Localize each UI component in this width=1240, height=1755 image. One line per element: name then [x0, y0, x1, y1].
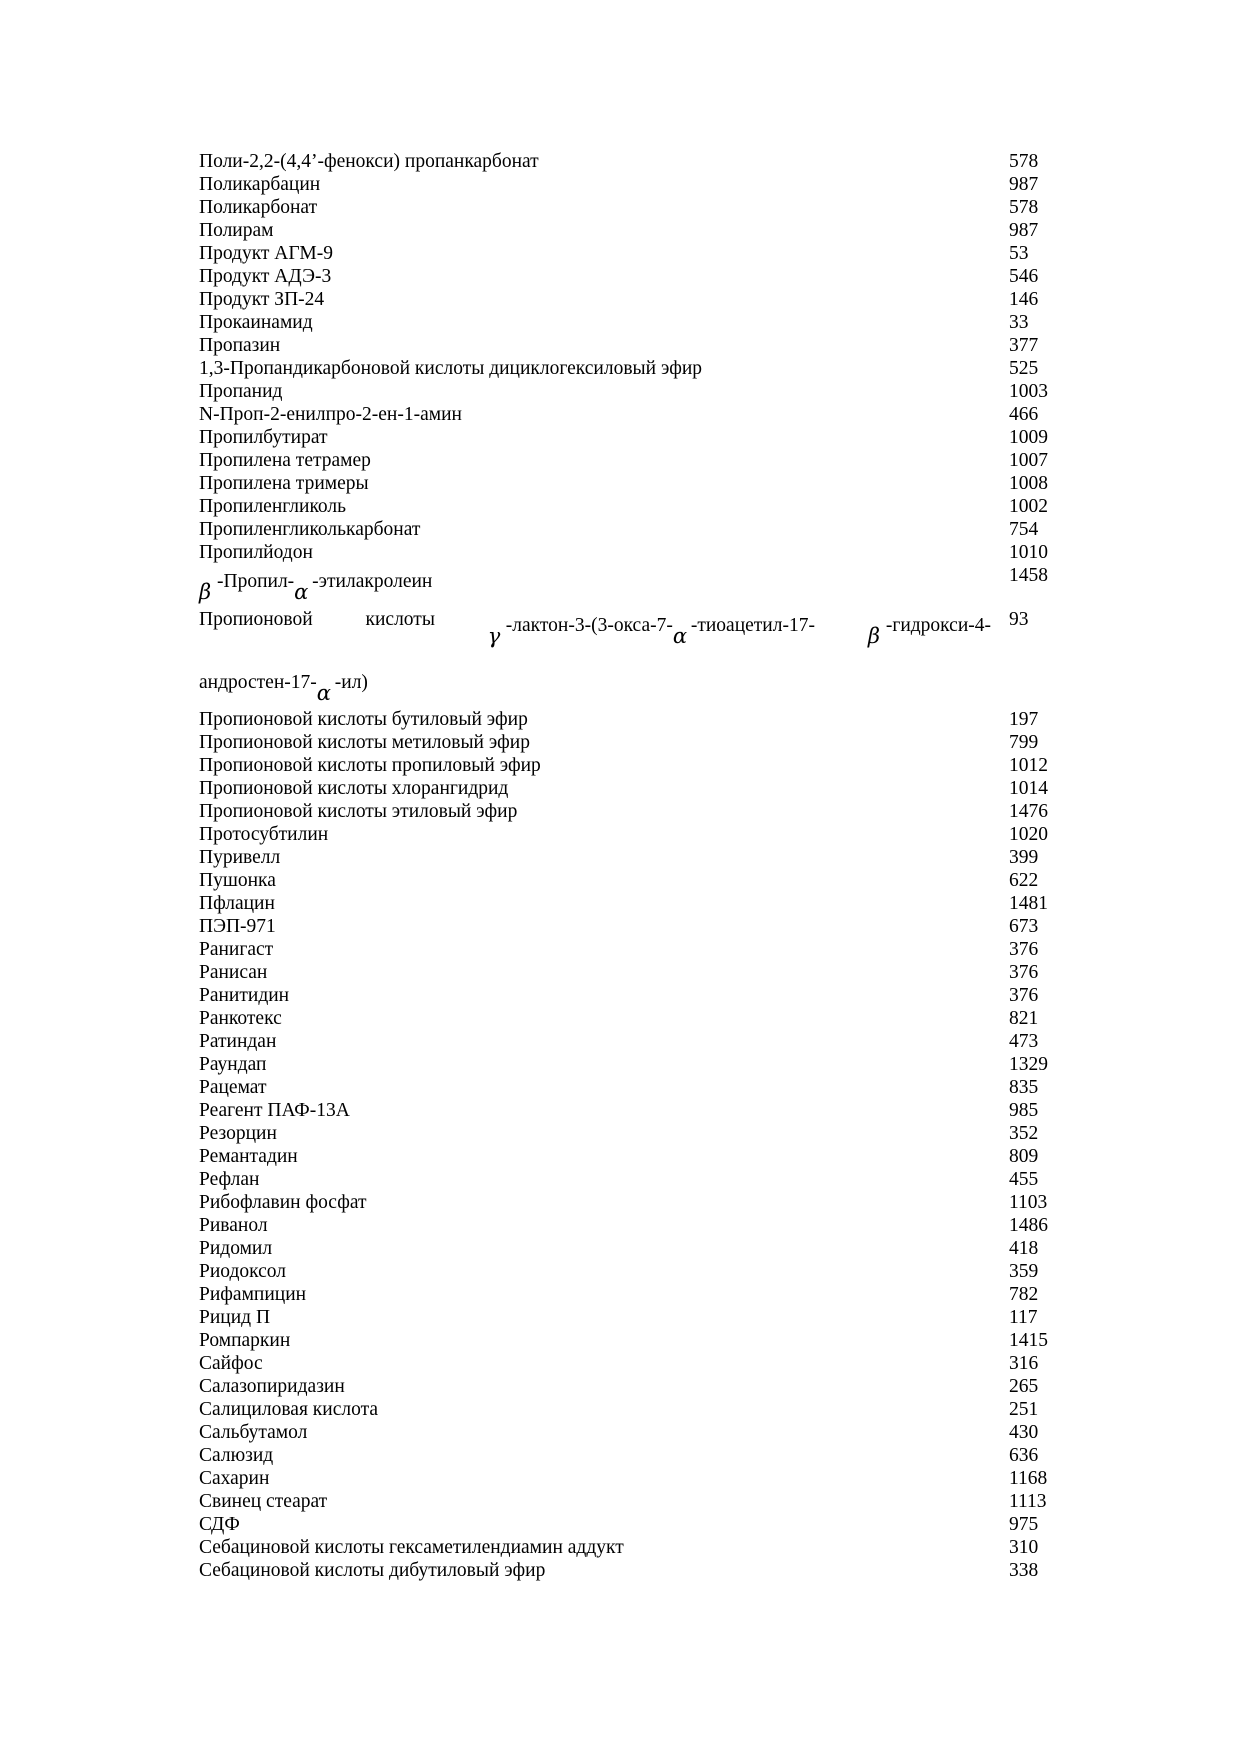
index-entry-name: Сайфос	[199, 1353, 263, 1374]
index-entry-name: Пропилйодон	[199, 542, 313, 563]
index-row	[199, 1214, 1069, 1237]
index-row	[199, 1191, 1069, 1214]
index-entry-name: Протосубтилин	[199, 824, 329, 845]
index-row	[199, 754, 1069, 777]
index-entry-page: 1007	[1009, 450, 1048, 471]
index-row	[199, 1467, 1069, 1490]
index-row	[199, 150, 1069, 173]
index-row	[199, 403, 1069, 426]
index-entry-page: 399	[1009, 847, 1039, 868]
index-entry-name: Раундап	[199, 1054, 267, 1075]
index-entry-page: 1014	[1009, 778, 1048, 799]
index-entry-name: Поликарбонат	[199, 197, 318, 218]
index-entry-name: Реагент ПАФ-13А	[199, 1100, 350, 1121]
index-entry-page: 251	[1009, 1399, 1039, 1420]
index-row	[199, 334, 1069, 357]
index-row	[199, 311, 1069, 334]
index-row	[199, 731, 1069, 754]
index-entry-name: Себациновой кислоты гексаметилендиамин аддукт	[199, 1537, 624, 1558]
index-entry-name	[199, 564, 1009, 608]
index-row	[199, 1076, 1069, 1099]
index-entry-page: 821	[1009, 1008, 1039, 1029]
index-entry-name: Пропилена тетрамер	[199, 450, 371, 471]
index-entry-page: 33	[1009, 312, 1029, 333]
name-part: β -гидрокси-4-	[868, 608, 991, 637]
index-entry-name: Салюзид	[199, 1445, 274, 1466]
index-entry-page: 310	[1009, 1537, 1039, 1558]
alpha-symbol: α	[316, 681, 331, 705]
index-entry-page: 578	[1009, 197, 1039, 218]
index-entry-page: 376	[1009, 962, 1039, 983]
name-line-2: андростен-17- α -ил)	[199, 665, 1009, 694]
alpha-symbol: α	[294, 580, 309, 604]
index-entry-page: 525	[1009, 358, 1039, 379]
index-entry-page: 673	[1009, 916, 1039, 937]
name-line-1	[199, 608, 991, 648]
index-entry-name: Ранисан	[199, 962, 268, 983]
index-entry-page: 473	[1009, 1031, 1039, 1052]
index-entry-name: Рацемат	[199, 1077, 267, 1098]
index-row	[199, 1398, 1069, 1421]
index-entry-name: Продукт АГМ-9	[199, 243, 333, 264]
index-row	[199, 1421, 1069, 1444]
index-entry-page: 987	[1009, 220, 1039, 241]
index-row	[199, 219, 1069, 242]
index-entries-after	[199, 708, 1069, 1582]
index-entry-page: 799	[1009, 732, 1039, 753]
index-row	[199, 1053, 1069, 1076]
index-entry-page: 359	[1009, 1261, 1039, 1282]
index-row	[199, 426, 1069, 449]
index-entry-name: Себациновой кислоты дибутиловый эфир	[199, 1560, 546, 1581]
index-entry-page: 1010	[1009, 542, 1048, 563]
index-entry-name: Пропилена тримеры	[199, 473, 369, 494]
index-entry-name: Пуривелл	[199, 847, 281, 868]
index-entry-page: 622	[1009, 870, 1039, 891]
index-row	[199, 242, 1069, 265]
index-entry-page: 1113	[1009, 1491, 1047, 1512]
index-entry-page: 466	[1009, 404, 1039, 425]
alpha-symbol: α	[672, 624, 688, 648]
index-row	[199, 892, 1069, 915]
index-entry-name: Пропилбутират	[199, 427, 328, 448]
index-row	[199, 1513, 1069, 1536]
index-entry-page: 636	[1009, 1445, 1039, 1466]
index-entry-name: Салазопиридазин	[199, 1376, 345, 1397]
index-entry-name: Пропиленгликоль	[199, 496, 347, 517]
name-part: кислоты	[365, 609, 435, 630]
index-entry-name: ПЭП-971	[199, 916, 276, 937]
index-row	[199, 1444, 1069, 1467]
index-entry-name: Ремантадин	[199, 1146, 298, 1167]
index-entry-name: Рефлан	[199, 1169, 260, 1190]
index-entry-page: 546	[1009, 266, 1039, 287]
index-entry-name: Продукт ЗП-24	[199, 289, 325, 310]
index-row	[199, 472, 1069, 495]
index-row	[199, 518, 1069, 541]
index-entry-page: 754	[1009, 519, 1039, 540]
index-row	[199, 541, 1069, 564]
index-row	[199, 938, 1069, 961]
beta-symbol: β	[867, 624, 880, 648]
index-row	[199, 1145, 1069, 1168]
index-entry-name: Поли-2,2-(4,4’-фенокси) пропанкарбонат	[199, 151, 539, 172]
index-entry-name: Пропионовой кислоты хлорангидрид	[199, 778, 509, 799]
index-entry-page: 53	[1009, 243, 1029, 264]
index-row	[199, 495, 1069, 518]
index-entry-name: Прокаинамид	[199, 312, 313, 333]
index-entry-name: 1,3-Пропандикарбоновой кислоты дициклогексиловый эфир	[199, 358, 703, 379]
index-entry-name: Пфлацин	[199, 893, 275, 914]
index-entry-name: Резорцин	[199, 1123, 277, 1144]
index-row	[199, 1490, 1069, 1513]
index-row	[199, 380, 1069, 403]
index-entry-name: Поликарбацин	[199, 174, 321, 195]
name-part: -Пропил-	[217, 571, 295, 592]
index-row	[199, 265, 1069, 288]
index-row	[199, 1306, 1069, 1329]
index-entry-page: 197	[1009, 709, 1039, 730]
index-row	[199, 869, 1069, 892]
name-part: Пропионовой	[199, 609, 313, 630]
beta-symbol: β	[199, 580, 212, 604]
index-entry-page: 985	[1009, 1100, 1039, 1121]
index-entry-name: Риванол	[199, 1215, 268, 1236]
index-entry-page: 1476	[1009, 801, 1048, 822]
index-row	[199, 1099, 1069, 1122]
index-entry-page: 376	[1009, 985, 1039, 1006]
index-entry-page: 1103	[1009, 1192, 1048, 1213]
index-entry-page: 338	[1009, 1560, 1039, 1581]
index-entry-page: 316	[1009, 1353, 1039, 1374]
index-entry-page: 1003	[1009, 381, 1048, 402]
index-entry-name: Пропазин	[199, 335, 281, 356]
index-entry-name: Пропионовой кислоты пропиловый эфир	[199, 755, 541, 776]
index-row	[199, 1283, 1069, 1306]
index-entry-name: Пушонка	[199, 870, 276, 891]
index-entry-name: Ранкотекс	[199, 1008, 282, 1029]
index-entry-name: Пропанид	[199, 381, 283, 402]
index-row	[199, 564, 1069, 608]
index-entry-page: 1008	[1009, 473, 1048, 494]
index-entry-special-1-group	[199, 564, 1069, 708]
index-entry-page: 1486	[1009, 1215, 1048, 1236]
index-entry-page: 265	[1009, 1376, 1039, 1397]
index-row	[199, 777, 1069, 800]
index-entry-page: 578	[1009, 151, 1039, 172]
index-entry-page: 93	[1009, 609, 1029, 630]
index-entry-page: 352	[1009, 1123, 1039, 1144]
index-row	[199, 984, 1069, 1007]
index-row	[199, 1237, 1069, 1260]
index-entry-name: Риодоксол	[199, 1261, 287, 1282]
index-entry-name: Ридомил	[199, 1238, 273, 1259]
index-entry-page: 376	[1009, 939, 1039, 960]
index-entry-page: 1481	[1009, 893, 1048, 914]
index-row	[199, 1168, 1069, 1191]
index-row	[199, 449, 1069, 472]
index-entry-page: 1168	[1009, 1468, 1048, 1489]
index-entry-page: 117	[1009, 1307, 1038, 1328]
index-entry-name: СДФ	[199, 1514, 240, 1535]
index-entry-name: Салициловая кислота	[199, 1399, 379, 1420]
name-part: -этилакролеин	[312, 571, 433, 592]
index-entry-page: 1020	[1009, 824, 1048, 845]
name-part: γ -лактон-3-(3-окса-7- α -тиоацетил-17-	[488, 608, 815, 637]
index-entry-page: 1009	[1009, 427, 1048, 448]
index-row	[199, 1375, 1069, 1398]
index-entry-name: Сальбутамол	[199, 1422, 308, 1443]
index-entry-page: 1002	[1009, 496, 1048, 517]
index-row	[199, 288, 1069, 311]
index-entry-name: Свинец стеарат	[199, 1491, 328, 1512]
index-entry-name: Пропионовой кислоты этиловый эфир	[199, 801, 518, 822]
index-entry-page: 430	[1009, 1422, 1039, 1443]
index-table	[199, 150, 1069, 1582]
index-entry-page: 1458	[1009, 565, 1048, 586]
index-entry-name: Продукт АДЭ-3	[199, 266, 332, 287]
index-entry-name: Ранигаст	[199, 939, 274, 960]
index-entry-name: Рифампицин	[199, 1284, 307, 1305]
index-row	[199, 961, 1069, 984]
index-row	[199, 1329, 1069, 1352]
index-row	[199, 1007, 1069, 1030]
index-entry-page: 1415	[1009, 1330, 1048, 1351]
index-row	[199, 608, 1069, 708]
index-entry-name	[199, 608, 1009, 708]
index-row	[199, 800, 1069, 823]
index-entries-before	[199, 150, 1069, 564]
index-row	[199, 708, 1069, 731]
index-entry-page: 835	[1009, 1077, 1039, 1098]
index-entry-page: 146	[1009, 289, 1039, 310]
index-entry-page: 1329	[1009, 1054, 1048, 1075]
index-entry-page: 377	[1009, 335, 1039, 356]
index-row	[199, 1559, 1069, 1582]
index-entry-page: 1012	[1009, 755, 1048, 776]
index-entry-page: 455	[1009, 1169, 1039, 1190]
index-entry-page: 975	[1009, 1514, 1039, 1535]
index-entry-name: Полирам	[199, 220, 274, 241]
index-entry-page: 809	[1009, 1146, 1039, 1167]
index-entry-name: Рицид П	[199, 1307, 271, 1328]
index-entry-name: Ранитидин	[199, 985, 290, 1006]
index-entry-name: Пропионовой кислоты бутиловый эфир	[199, 709, 528, 730]
index-row	[199, 915, 1069, 938]
index-entry-name: Пропионовой кислоты метиловый эфир	[199, 732, 530, 753]
index-row	[199, 357, 1069, 380]
index-entry-name: N-Проп-2-енилпро-2-ен-1-амин	[199, 404, 462, 425]
index-row	[199, 1030, 1069, 1053]
index-entry-name: Пропиленгликолькарбонат	[199, 519, 421, 540]
index-row	[199, 1536, 1069, 1559]
gamma-symbol: γ	[487, 624, 501, 648]
index-entry-name: Сахарин	[199, 1468, 270, 1489]
index-entry-name: Ромпаркин	[199, 1330, 291, 1351]
index-row	[199, 846, 1069, 869]
index-row	[199, 1122, 1069, 1145]
index-row	[199, 173, 1069, 196]
index-entry-name: Рибофлавин фосфат	[199, 1192, 367, 1213]
index-entry-page: 987	[1009, 174, 1039, 195]
index-entry-page: 782	[1009, 1284, 1039, 1305]
index-entry-name: Ратиндан	[199, 1031, 277, 1052]
index-row	[199, 1260, 1069, 1283]
index-row	[199, 823, 1069, 846]
index-row	[199, 196, 1069, 219]
index-entry-page: 418	[1009, 1238, 1039, 1259]
index-row	[199, 1352, 1069, 1375]
